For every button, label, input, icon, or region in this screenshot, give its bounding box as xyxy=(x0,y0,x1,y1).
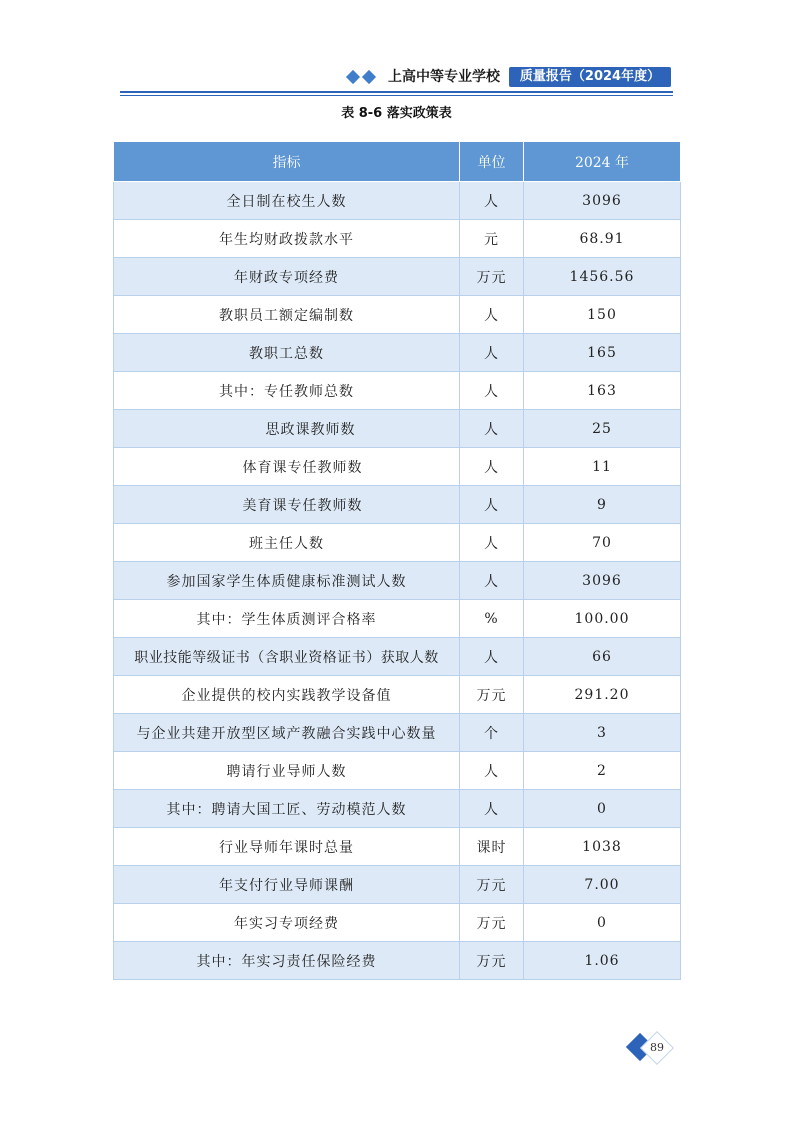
table-body xyxy=(114,182,681,980)
indicator-cell: 思政课教师数 xyxy=(114,410,460,448)
table-row xyxy=(114,220,681,258)
value-cell: 3096 xyxy=(524,562,681,600)
indicator-cell: 教职工总数 xyxy=(114,334,460,372)
unit-cell: 课时 xyxy=(460,828,524,866)
unit-cell: 万元 xyxy=(460,258,524,296)
value-cell: 11 xyxy=(524,448,681,486)
value-cell: 163 xyxy=(524,372,681,410)
value-cell: 2 xyxy=(524,752,681,790)
page-number-badge xyxy=(625,1032,681,1064)
indicator-cell: 其中：学生体质测评合格率 xyxy=(114,600,460,638)
table-row xyxy=(114,562,681,600)
unit-cell: 人 xyxy=(460,790,524,828)
unit-cell: % xyxy=(460,600,524,638)
unit-cell: 个 xyxy=(460,714,524,752)
unit-cell: 人 xyxy=(460,638,524,676)
indicator-cell: 年生均财政拨款水平 xyxy=(114,220,460,258)
value-cell: 165 xyxy=(524,334,681,372)
table-row xyxy=(114,448,681,486)
column-header-indicator: 指标 xyxy=(114,142,460,182)
indicator-cell: 其中：聘请大国工匠、劳动模范人数 xyxy=(114,790,460,828)
value-cell: 68.91 xyxy=(524,220,681,258)
unit-cell: 人 xyxy=(460,752,524,790)
table-row xyxy=(114,714,681,752)
value-cell: 3096 xyxy=(524,182,681,220)
indicator-cell: 全日制在校生人数 xyxy=(114,182,460,220)
table-row xyxy=(114,296,681,334)
column-header-unit: 单位 xyxy=(460,142,524,182)
unit-cell: 人 xyxy=(460,182,524,220)
table-row xyxy=(114,600,681,638)
indicator-cell: 教职员工额定编制数 xyxy=(114,296,460,334)
unit-cell: 人 xyxy=(460,562,524,600)
unit-cell: 人 xyxy=(460,486,524,524)
diamond-icon xyxy=(362,70,376,84)
table-row xyxy=(114,334,681,372)
value-cell: 66 xyxy=(524,638,681,676)
policy-table xyxy=(113,141,681,980)
table-row xyxy=(114,182,681,220)
indicator-cell: 年财政专项经费 xyxy=(114,258,460,296)
table-row xyxy=(114,828,681,866)
value-cell: 1456.56 xyxy=(524,258,681,296)
table-row xyxy=(114,676,681,714)
indicator-cell: 行业导师年课时总量 xyxy=(114,828,460,866)
value-cell: 0 xyxy=(524,790,681,828)
diamond-icon xyxy=(346,70,360,84)
indicator-cell: 与企业共建开放型区域产教融合实践中心数量 xyxy=(114,714,460,752)
value-cell: 25 xyxy=(524,410,681,448)
table-row xyxy=(114,410,681,448)
unit-cell: 人 xyxy=(460,334,524,372)
indicator-cell: 体育课专任教师数 xyxy=(114,448,460,486)
table-row xyxy=(114,258,681,296)
unit-cell: 人 xyxy=(460,410,524,448)
value-cell: 70 xyxy=(524,524,681,562)
value-cell: 1.06 xyxy=(524,942,681,980)
school-name: 上高中等专业学校 xyxy=(388,69,500,85)
table-row xyxy=(114,486,681,524)
column-header-year: 2024 年 xyxy=(524,142,681,182)
indicator-cell: 年实习专项经费 xyxy=(114,904,460,942)
page-number: 89 xyxy=(650,1041,664,1054)
value-cell: 291.20 xyxy=(524,676,681,714)
table-row xyxy=(114,790,681,828)
value-cell: 3 xyxy=(524,714,681,752)
table-row xyxy=(114,942,681,980)
report-title-badge: 质量报告（2024年度） xyxy=(509,67,671,87)
unit-cell: 万元 xyxy=(460,676,524,714)
indicator-cell: 年支付行业导师课酬 xyxy=(114,866,460,904)
indicator-cell: 其中：专任教师总数 xyxy=(114,372,460,410)
unit-cell: 元 xyxy=(460,220,524,258)
unit-cell: 万元 xyxy=(460,942,524,980)
unit-cell: 人 xyxy=(460,524,524,562)
table-row xyxy=(114,638,681,676)
indicator-cell: 班主任人数 xyxy=(114,524,460,562)
value-cell: 100.00 xyxy=(524,600,681,638)
unit-cell: 人 xyxy=(460,372,524,410)
unit-cell: 人 xyxy=(460,296,524,334)
table-row xyxy=(114,752,681,790)
value-cell: 1038 xyxy=(524,828,681,866)
indicator-cell: 企业提供的校内实践教学设备值 xyxy=(114,676,460,714)
value-cell: 150 xyxy=(524,296,681,334)
table-row xyxy=(114,904,681,942)
indicator-cell: 职业技能等级证书（含职业资格证书）获取人数 xyxy=(114,638,460,676)
value-cell: 7.00 xyxy=(524,866,681,904)
indicator-cell: 其中：年实习责任保险经费 xyxy=(114,942,460,980)
unit-cell: 万元 xyxy=(460,904,524,942)
table-row xyxy=(114,372,681,410)
table-row xyxy=(114,866,681,904)
table-header-row xyxy=(114,142,681,182)
header-rule-thin xyxy=(120,95,673,96)
table-caption: 表 8-6 落实政策表 xyxy=(341,106,452,121)
unit-cell: 人 xyxy=(460,448,524,486)
value-cell: 0 xyxy=(524,904,681,942)
page-header xyxy=(0,66,793,96)
value-cell: 9 xyxy=(524,486,681,524)
unit-cell: 万元 xyxy=(460,866,524,904)
header-rule xyxy=(120,91,673,93)
table-row xyxy=(114,524,681,562)
indicator-cell: 美育课专任教师数 xyxy=(114,486,460,524)
indicator-cell: 聘请行业导师人数 xyxy=(114,752,460,790)
indicator-cell: 参加国家学生体质健康标准测试人数 xyxy=(114,562,460,600)
